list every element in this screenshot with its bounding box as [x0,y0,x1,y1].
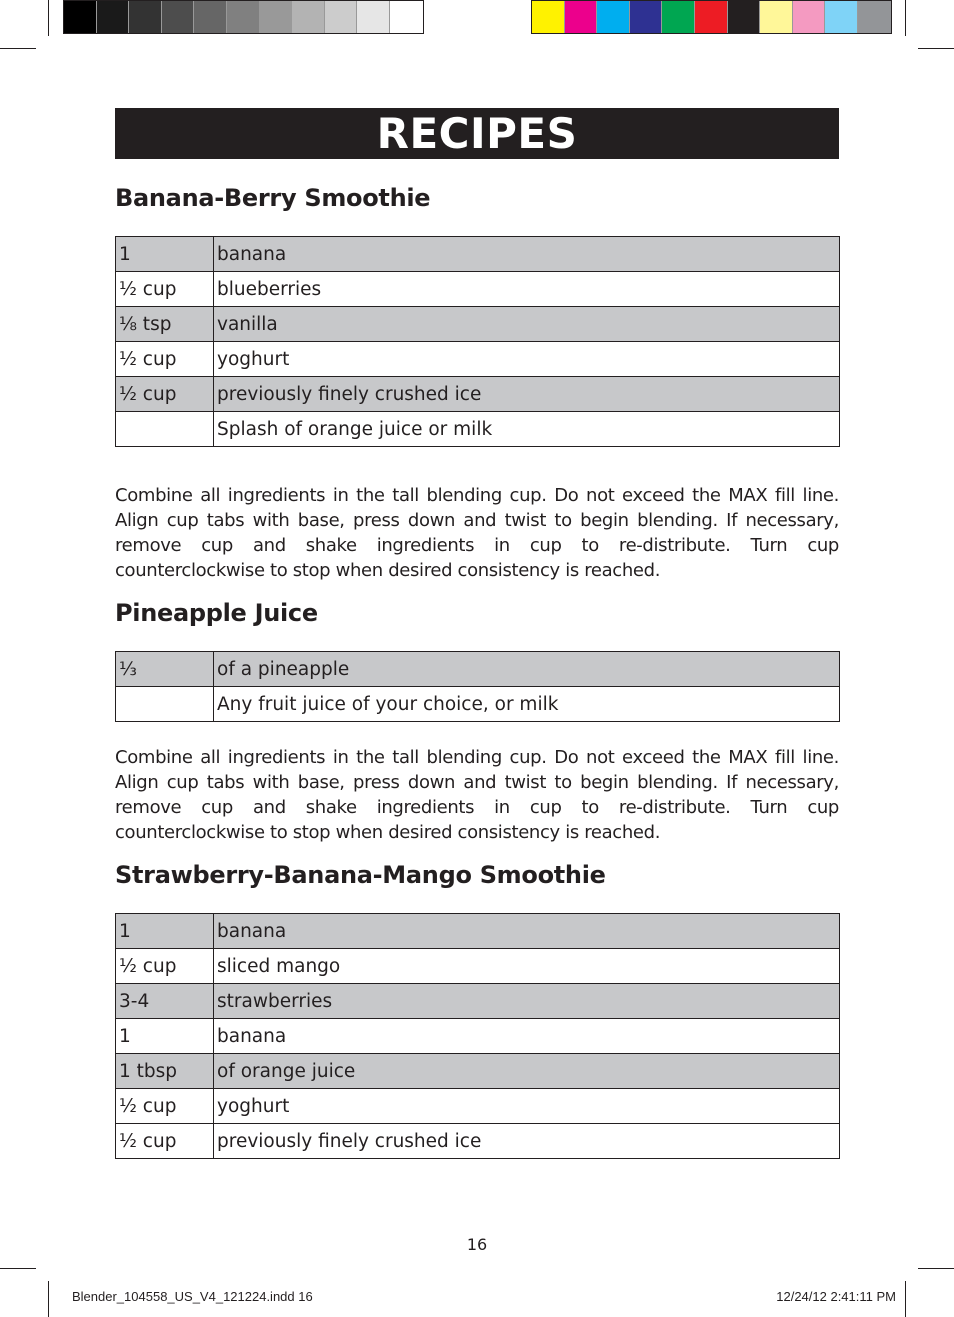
ingredient-cell: yoghurt [214,342,840,377]
table-row [116,652,840,687]
ingredient-cell: blueberries [214,272,840,307]
crop-mark [918,1268,954,1269]
gray-swatch [357,1,390,33]
ingredient-cell: of a pineapple [214,652,840,687]
recipe-title: Strawberry-Banana-Mango Smoothie [115,861,606,889]
ingredients-table [115,651,840,722]
table-row [116,377,840,412]
table-row [116,1124,840,1159]
recipe-title: Pineapple Juice [115,599,318,627]
ingredient-cell: of orange juice [214,1054,840,1089]
table-row [116,1054,840,1089]
crop-mark [48,1281,49,1317]
slug-filename: Blender_104558_US_V4_121224.indd 16 [72,1289,313,1304]
gray-swatch [129,1,162,33]
quantity-cell: ½ cup [116,1089,214,1124]
color-swatch [793,1,826,33]
gray-swatch [64,1,97,33]
ingredient-cell: banana [214,1019,840,1054]
ingredient-cell: strawberries [214,984,840,1019]
quantity-cell: 1 [116,1019,214,1054]
table-row [116,237,840,272]
ingredients-table [115,236,840,447]
color-swatch [532,1,565,33]
crop-mark [48,0,49,36]
ingredient-cell: vanilla [214,307,840,342]
gray-swatch [162,1,195,33]
table-row [116,307,840,342]
gray-swatch [97,1,130,33]
table-row [116,342,840,377]
ingredient-cell: banana [214,914,840,949]
recipe-title: Banana-Berry Smoothie [115,184,431,212]
quantity-cell: ½ cup [116,377,214,412]
quantity-cell: 1 [116,237,214,272]
color-swatch [825,1,858,33]
crop-mark [918,48,954,49]
color-swatch [728,1,761,33]
ingredient-cell: banana [214,237,840,272]
table-row [116,687,840,722]
table-row [116,1089,840,1124]
gray-swatch [292,1,325,33]
ingredient-cell: Any fruit juice of your choice, or milk [214,687,840,722]
slug-timestamp: 12/24/12 2:41:11 PM [776,1289,896,1304]
color-swatch [597,1,630,33]
crop-mark [905,0,906,36]
gray-swatch [194,1,227,33]
ingredient-cell: yoghurt [214,1089,840,1124]
recipe-instructions: Combine all ingredients in the tall blending cup. Do not exceed the MAX fill line. Align cup tabs with base, press down and twist to begin blending. If necessary, remove cup and shake ingredients in cup to re-distribute. Turn cup counterclockwise to stop when desired consistency is reached. [115,485,839,581]
gray-swatch [325,1,358,33]
table-row [116,412,840,447]
ingredient-cell: sliced mango [214,949,840,984]
crop-mark [905,1281,906,1317]
quantity-cell: 3-4 [116,984,214,1019]
quantity-cell: ½ cup [116,949,214,984]
quantity-cell: 1 tbsp [116,1054,214,1089]
crop-mark [0,48,36,49]
quantity-cell [116,687,214,722]
page-title: RECIPES [115,108,839,159]
quantity-cell: ⅛ tsp [116,307,214,342]
table-row [116,272,840,307]
ingredient-cell: previously finely crushed ice [214,1124,840,1159]
color-swatch [695,1,728,33]
recipe-instructions: Combine all ingredients in the tall blending cup. Do not exceed the MAX fill line. Align cup tabs with base, press down and twist to begin blending. If necessary, remove cup and shake ingredients in cup to re-distribute. Turn cup counterclockwise to stop when desired consistency is reached. [115,747,839,843]
ingredients-table [115,913,840,1159]
table-row [116,949,840,984]
gray-swatch [227,1,260,33]
color-swatch [760,1,793,33]
color-swatch [662,1,695,33]
quantity-cell: 1 [116,914,214,949]
crop-mark [0,1268,36,1269]
gray-swatch [260,1,293,33]
table-row [116,984,840,1019]
process-color-bar [531,0,892,34]
quantity-cell: ½ cup [116,272,214,307]
quantity-cell: ⅓ [116,652,214,687]
gray-swatch [390,1,423,33]
table-row [116,914,840,949]
page-number: 16 [466,1235,488,1254]
color-swatch [858,1,891,33]
table-row [116,1019,840,1054]
color-swatch [630,1,663,33]
ingredient-cell: Splash of orange juice or milk [214,412,840,447]
ingredient-cell: previously finely crushed ice [214,377,840,412]
quantity-cell: ½ cup [116,1124,214,1159]
grayscale-color-bar [63,0,424,34]
quantity-cell: ½ cup [116,342,214,377]
color-swatch [565,1,598,33]
quantity-cell [116,412,214,447]
